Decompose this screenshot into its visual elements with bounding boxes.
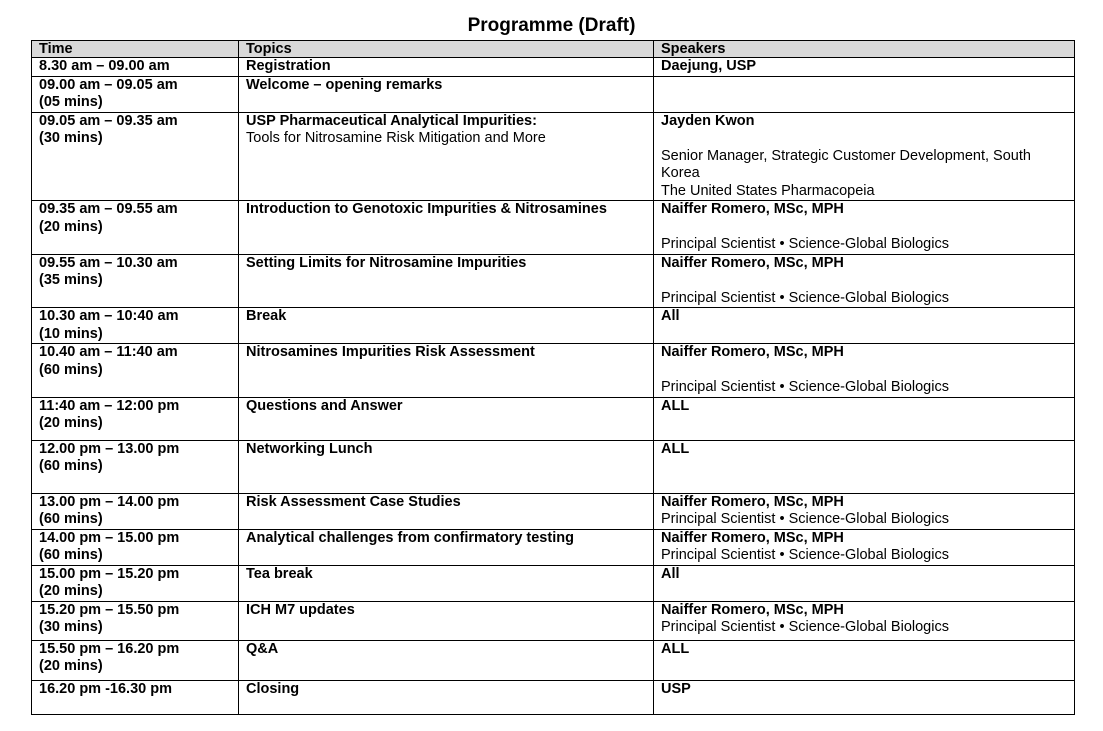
speaker-name: ALL <box>661 440 690 457</box>
time-duration: (05 mins) <box>39 94 103 110</box>
time-duration: (60 mins) <box>39 458 103 474</box>
time-cell <box>32 201 239 255</box>
speaker-cell <box>654 397 1075 440</box>
time-range: 15.00 pm – 15.20 pm <box>39 565 180 582</box>
speaker-detail: Senior Manager, Strategic Customer Development, South Korea <box>661 147 1031 181</box>
topic-cell <box>239 76 654 112</box>
table-row <box>32 76 1075 112</box>
topic-cell <box>239 308 654 344</box>
page-title: Programme (Draft) <box>467 15 636 36</box>
speaker-detail: The United States Pharmacopeia <box>661 182 875 199</box>
speaker-name: ALL <box>661 397 690 414</box>
time-range: 15.50 pm – 16.20 pm <box>39 640 180 657</box>
speaker-detail: Principal Scientist • Science-Global Biologics <box>661 379 949 395</box>
topic-subtitle: Tools for Nitrosamine Risk Mitigation and More <box>246 130 546 146</box>
speaker-cell <box>654 493 1075 529</box>
table-row <box>32 397 1075 440</box>
column-header-time: Time <box>32 41 239 58</box>
speaker-cell <box>654 58 1075 77</box>
time-cell <box>32 680 239 714</box>
table-row <box>32 58 1075 77</box>
speaker-cell <box>654 201 1075 255</box>
topic-cell <box>239 565 654 601</box>
time-duration: (35 mins) <box>39 272 103 288</box>
speaker-cell <box>654 344 1075 398</box>
spacer <box>661 362 1068 380</box>
topic-title: Welcome – opening remarks <box>246 76 443 93</box>
speaker-cell <box>654 112 1075 201</box>
time-duration: (30 mins) <box>39 619 103 635</box>
programme-table <box>31 40 1075 715</box>
speaker-cell <box>654 640 1075 680</box>
table-row <box>32 308 1075 344</box>
spacer <box>661 272 1068 290</box>
topic-title: Q&A <box>246 640 279 657</box>
time-cell <box>32 254 239 308</box>
speaker-detail: Principal Scientist • Science-Global Biologics <box>661 547 949 563</box>
topic-cell <box>239 640 654 680</box>
topic-title: Questions and Answer <box>246 397 403 414</box>
time-range: 13.00 pm – 14.00 pm <box>39 493 180 510</box>
topic-title: Registration <box>246 58 331 74</box>
table-row <box>32 254 1075 308</box>
speaker-detail: Principal Scientist • Science-Global Biologics <box>661 236 949 252</box>
topic-cell <box>239 493 654 529</box>
time-cell <box>32 397 239 440</box>
time-duration: (10 mins) <box>39 325 103 342</box>
topic-cell <box>239 601 654 640</box>
topic-title: Break <box>246 308 287 324</box>
time-range: 09.55 am – 10.30 am <box>39 254 178 271</box>
speaker-cell <box>654 440 1075 493</box>
table-header-row <box>32 41 1075 58</box>
topic-cell <box>239 254 654 308</box>
speaker-cell <box>654 254 1075 308</box>
time-range: 15.20 pm – 15.50 pm <box>39 601 180 618</box>
time-duration: (60 mins) <box>39 547 103 563</box>
time-range: 11:40 am – 12:00 pm <box>39 397 180 414</box>
time-duration: (20 mins) <box>39 658 103 674</box>
table-row <box>32 112 1075 201</box>
time-range: 16.20 pm -16.30 pm <box>39 680 172 697</box>
time-range: 09.05 am – 09.35 am <box>39 112 178 129</box>
topic-cell <box>239 680 654 714</box>
topic-title: USP Pharmaceutical Analytical Impurities: <box>246 112 537 129</box>
speaker-name: Jayden Kwon <box>661 112 755 129</box>
topic-title: Introduction to Genotoxic Impurities & Nitrosamines <box>246 201 607 217</box>
speaker-cell <box>654 565 1075 601</box>
table-row <box>32 565 1075 601</box>
topic-title: Setting Limits for Nitrosamine Impurities <box>246 254 527 271</box>
topic-cell <box>239 440 654 493</box>
topic-title: Nitrosamines Impurities Risk Assessment <box>246 344 535 360</box>
topic-cell <box>239 112 654 201</box>
topic-title: Networking Lunch <box>246 440 373 457</box>
topic-cell <box>239 397 654 440</box>
table-row <box>32 680 1075 714</box>
time-range: 10.30 am – 10:40 am <box>39 308 179 324</box>
speaker-detail: Principal Scientist • Science-Global Biologics <box>661 619 949 635</box>
time-range: 8.30 am – 09.00 am <box>39 58 170 74</box>
speaker-name: All <box>661 308 680 324</box>
time-range: 14.00 pm – 15.00 pm <box>39 529 180 546</box>
spacer <box>661 130 1068 148</box>
column-header-speakers: Speakers <box>654 41 1075 58</box>
speaker-name: Naiffer Romero, MSc, MPH <box>661 201 844 217</box>
time-cell <box>32 493 239 529</box>
time-range: 10.40 am – 11:40 am <box>39 344 178 360</box>
time-cell <box>32 308 239 344</box>
speaker-name: Daejung, USP <box>661 58 757 74</box>
speaker-name: Naiffer Romero, MSc, MPH <box>661 601 844 618</box>
topic-title: Analytical challenges from confirmatory testing <box>246 529 574 546</box>
speaker-cell <box>654 680 1075 714</box>
speaker-name: All <box>661 565 680 582</box>
table-row <box>32 493 1075 529</box>
topic-cell <box>239 58 654 77</box>
time-cell <box>32 565 239 601</box>
table-row <box>32 201 1075 255</box>
time-duration: (60 mins) <box>39 361 103 378</box>
topic-cell <box>239 529 654 565</box>
table-row <box>32 440 1075 493</box>
topic-title: Risk Assessment Case Studies <box>246 493 461 510</box>
speaker-detail: Principal Scientist • Science-Global Biologics <box>661 289 949 306</box>
time-duration: (20 mins) <box>39 583 103 599</box>
speaker-cell <box>654 529 1075 565</box>
time-cell <box>32 529 239 565</box>
table-row <box>32 344 1075 398</box>
table-row <box>32 640 1075 680</box>
speaker-name: USP <box>661 680 691 697</box>
time-duration: (30 mins) <box>39 130 103 146</box>
speaker-name: ALL <box>661 640 690 657</box>
time-cell <box>32 601 239 640</box>
speaker-name: Naiffer Romero, MSc, MPH <box>661 529 844 546</box>
column-header-topics: Topics <box>239 41 654 58</box>
table-row <box>32 601 1075 640</box>
speaker-detail: Principal Scientist • Science-Global Biologics <box>661 511 949 527</box>
speaker-cell <box>654 308 1075 344</box>
speaker-name: Naiffer Romero, MSc, MPH <box>661 344 844 360</box>
speaker-name: Naiffer Romero, MSc, MPH <box>661 254 844 271</box>
topic-cell <box>239 201 654 255</box>
time-cell <box>32 76 239 112</box>
speaker-name: Naiffer Romero, MSc, MPH <box>661 493 844 510</box>
time-cell <box>32 112 239 201</box>
speaker-cell <box>654 601 1075 640</box>
time-cell <box>32 58 239 77</box>
time-duration: (20 mins) <box>39 218 103 235</box>
time-range: 09.00 am – 09.05 am <box>39 76 178 93</box>
time-range: 12.00 pm – 13.00 pm <box>39 440 180 457</box>
topic-cell <box>239 344 654 398</box>
speaker-cell <box>654 76 1075 112</box>
time-duration: (60 mins) <box>39 511 103 527</box>
topic-title: Closing <box>246 680 300 697</box>
time-cell <box>32 640 239 680</box>
spacer <box>661 219 1068 237</box>
time-cell <box>32 440 239 493</box>
time-cell <box>32 344 239 398</box>
topic-title: Tea break <box>246 565 313 582</box>
time-range: 09.35 am – 09.55 am <box>39 201 178 217</box>
time-duration: (20 mins) <box>39 415 103 431</box>
table-row <box>32 529 1075 565</box>
topic-title: ICH M7 updates <box>246 601 355 618</box>
